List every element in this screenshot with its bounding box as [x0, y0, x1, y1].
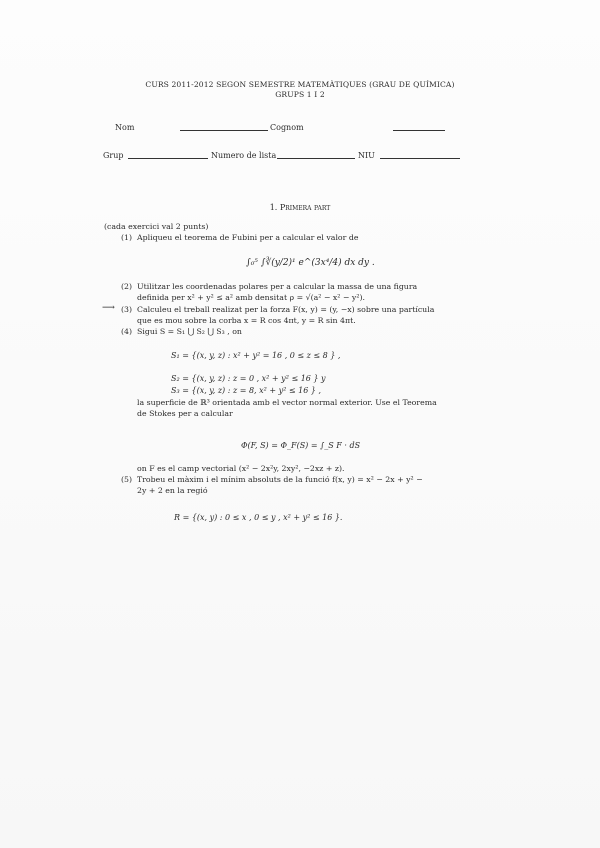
- cognom-line: [393, 130, 445, 131]
- ex4-set-s2: S₂ = {(x, y, z) : z = 0 , x² + y² ≤ 16 } y: [171, 374, 326, 383]
- header-line-2: GRUPS 1 I 2: [275, 90, 325, 99]
- nom-label: Nom: [115, 123, 135, 132]
- nom-line: [180, 130, 268, 131]
- ex3-number: (3): [121, 305, 133, 314]
- ex4-number: (4): [121, 327, 133, 336]
- ex5-region: R = {(x, y) : 0 ≤ x , 0 ≤ y , x² + y² ≤ 16 }.: [174, 513, 343, 522]
- niu-line: [380, 158, 460, 159]
- ex4-set-s3: S₃ = {(x, y, z) : z = 8, x² + y² ≤ 16 } ,: [171, 386, 322, 395]
- ex5-line-2: 2y + 2 en la regió: [137, 486, 208, 495]
- ex4-line-2: la superficie de ℝ³ orientada amb el vector normal exterior. Use el Teorema: [137, 398, 437, 407]
- ex3-line-1: Calculeu el treball realizat per la forza F(x, y) = (y, −x) sobre una partícula: [137, 305, 435, 314]
- ex1-number: (1): [121, 233, 133, 242]
- intro-text: (cada exercici val 2 punts): [104, 222, 209, 231]
- cognom-label: Cognom: [270, 123, 304, 132]
- ex5-line-1: Trobeu el màxim i el mínim absoluts de la funció f(x, y) = x² − 2x + y² −: [137, 475, 423, 484]
- ex2-line-2: definida per x² + y² ≤ a² amb densitat ρ = √(a² − x² − y²).: [137, 293, 365, 302]
- header-line-1: CURS 2011-2012 SEGON SEMESTRE MATEMÀTIQUES (GRAU DE QUÍMICA): [145, 80, 455, 89]
- section-title: 1. Primera part: [269, 203, 331, 212]
- ex2-line-1: Utilitzar les coordenadas polares per a calcular la massa de una figura: [137, 282, 418, 291]
- margin-arrow-icon: ⟶: [102, 303, 115, 313]
- ex4-line-3: de Stokes per a calcular: [137, 409, 233, 418]
- ex1-integral: ∫₀⁵ ∫∛(y/2)¹ e^(3x⁴/4) dx dy .: [246, 258, 375, 268]
- ex4-set-s1: S₁ = {(x, y, z) : x² + y² = 16 , 0 ≤ z ≤ 8 } ,: [171, 351, 341, 360]
- grup-label: Grup: [103, 151, 124, 160]
- ex1-text: Apliqueu el teorema de Fubini per a calcular el valor de: [137, 233, 359, 242]
- ex2-number: (2): [121, 282, 133, 291]
- grup-line: [128, 158, 208, 159]
- numero-line: [277, 158, 355, 159]
- ex5-number: (5): [121, 475, 133, 484]
- ex4-line-1: Sigui S = S₁ ⋃ S₂ ⋃ S₃ , on: [137, 327, 242, 336]
- ex4-line-4: on F es el camp vectorial (x² − 2x²y, 2xy², −2xz + z).: [137, 464, 345, 473]
- ex4-flux-formula: Φ(F, S) = Φ_F(S) = ∫_S F · dS: [241, 441, 361, 450]
- numero-label: Numero de lista: [211, 151, 277, 160]
- niu-label: NIU: [358, 151, 375, 160]
- ex3-line-2: que es mou sobre la corba x = R cos 4πt, y = R sin 4πt.: [137, 316, 356, 325]
